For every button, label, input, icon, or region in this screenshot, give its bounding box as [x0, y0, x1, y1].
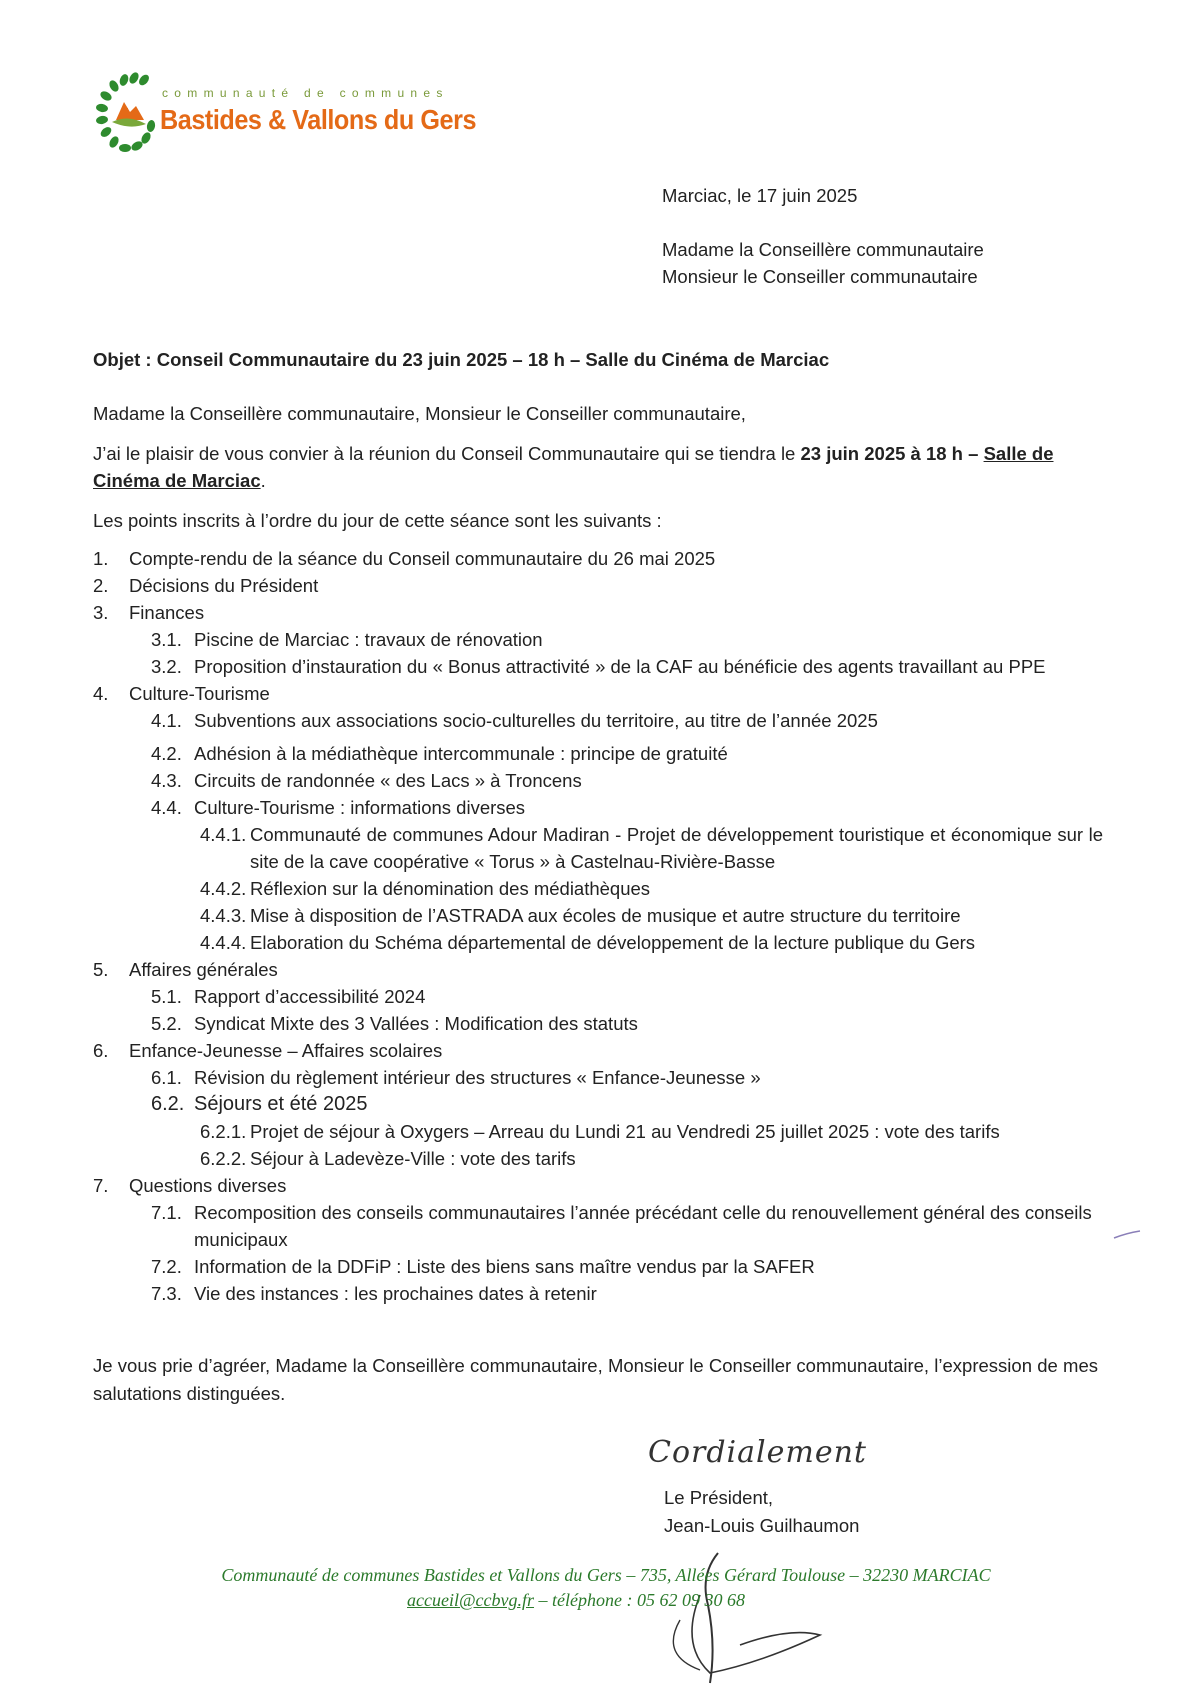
- agenda-number: 4.3.: [151, 770, 182, 791]
- agenda-text: Séjours et été 2025: [194, 1093, 368, 1115]
- agenda-text: Affaires générales: [129, 959, 278, 980]
- agenda-item: [93, 1010, 1103, 1037]
- agenda-item: [93, 572, 1103, 599]
- agenda-intro: Les points inscrits à l’ordre du jour de cette séance sont les suivants :: [93, 510, 662, 531]
- agenda-text: Recomposition des conseils communautaires l’année précédant celle du renouvellement général des conseils municipaux: [194, 1202, 1092, 1250]
- closing-paragraph: Je vous prie d’agréer, Madame la Conseillère communautaire, Monsieur le Conseiller communautaire, l’expression de mes salutations distinguées.: [93, 1355, 1098, 1404]
- agenda-item: [93, 875, 1103, 902]
- agenda-item: [93, 902, 1103, 929]
- page-footer: [0, 1563, 1192, 1613]
- agenda-number: 4.4.: [151, 797, 182, 818]
- agenda-item: [93, 1199, 1103, 1253]
- agenda-text: Culture-Tourisme : informations diverses: [194, 797, 526, 818]
- signatory-name: Jean-Louis Guilhaumon: [664, 1515, 860, 1536]
- recipient-line: Madame la Conseillère communautaire: [662, 239, 984, 260]
- footer-address: Communauté de communes Bastides et Vallons du Gers – 735, Allées Gérard Toulouse – 32230 MARCIAC: [221, 1565, 991, 1585]
- agenda-text: Compte-rendu de la séance du Conseil communautaire du 26 mai 2025: [129, 548, 716, 569]
- salutation: Madame la Conseillère communautaire, Monsieur le Conseiller communautaire,: [93, 403, 746, 424]
- subject-line: Objet : Conseil Communautaire du 23 juin 2025 – 18 h – Salle du Cinéma de Marciac: [93, 349, 830, 370]
- footer-phone-label: – téléphone :: [534, 1590, 637, 1610]
- recipient-line: Monsieur le Conseiller communautaire: [662, 266, 978, 287]
- agenda-text: Information de la DDFiP : Liste des biens sans maître vendus par la SAFER: [194, 1256, 815, 1277]
- agenda-number: 7.2.: [151, 1256, 182, 1277]
- agenda-text: Rapport d’accessibilité 2024: [194, 986, 426, 1007]
- agenda-text: Réflexion sur la dénomination des médiathèques: [250, 878, 651, 899]
- agenda-item: [93, 626, 1103, 653]
- agenda-text: Finances: [129, 602, 205, 623]
- invite-date: 23 juin 2025 à 18 h –: [800, 443, 984, 464]
- agenda-item: [93, 1091, 1103, 1118]
- agenda-number: 4.: [93, 683, 109, 704]
- agenda-text: Adhésion à la médiathèque intercommunale : principe de gratuité: [194, 743, 728, 764]
- invite-text: J’ai le plaisir de vous convier à la réunion du Conseil Communautaire qui se tiendra le: [93, 443, 801, 464]
- footer-contact: [0, 1588, 1192, 1613]
- signature-block: [640, 1435, 960, 1675]
- agenda-text: Mise à disposition de l’ASTRADA aux écoles de musique et autre structure du territoire: [250, 905, 961, 926]
- agenda-text: Proposition d’instauration du « Bonus attractivité » de la CAF au bénéficie des agents travaillant au PPE: [194, 656, 1046, 677]
- organization-logo: [94, 72, 514, 162]
- agenda-number: 7.3.: [151, 1283, 182, 1304]
- agenda-number: 4.4.4.: [200, 932, 247, 953]
- footer-phone: 05 62 09 30 68: [636, 1590, 745, 1610]
- agenda-item: [93, 929, 1103, 956]
- agenda-number: 6.: [93, 1040, 109, 1061]
- agenda-item: [93, 1064, 1103, 1091]
- agenda-item: [93, 983, 1103, 1010]
- agenda-number: 5.: [93, 959, 109, 980]
- agenda-number: 6.2.: [151, 1093, 185, 1115]
- agenda-number: 4.2.: [151, 743, 182, 764]
- agenda-number: 3.2.: [151, 656, 182, 677]
- agenda-item: [93, 821, 1103, 875]
- agenda-number: 6.2.2.: [200, 1148, 247, 1169]
- agenda-text: Décisions du Président: [129, 575, 319, 596]
- agenda-item: [93, 653, 1103, 680]
- agenda-text: Révision du règlement intérieur des structures « Enfance-Jeunesse »: [194, 1067, 761, 1088]
- agenda-item: [93, 680, 1103, 707]
- agenda-text: Séjour à Ladevèze-Ville : vote des tarifs: [250, 1148, 576, 1169]
- agenda-item: [93, 1037, 1103, 1064]
- agenda-item: [93, 1172, 1103, 1199]
- agenda-item: [93, 1145, 1103, 1172]
- agenda-item: [93, 740, 1103, 767]
- agenda-item: [93, 1118, 1103, 1145]
- agenda-number: 4.1.: [151, 710, 182, 731]
- agenda-number: 6.2.1.: [200, 1121, 247, 1142]
- signatory-role: Le Président,: [664, 1487, 774, 1508]
- agenda-number: 4.4.2.: [200, 878, 247, 899]
- agenda-text: Communauté de communes Adour Madiran - Projet de développement touristique et économique sur le site de la cave coopérative « Torus » à Castelnau-Rivière-Basse: [250, 824, 1103, 872]
- place-date: Marciac, le 17 juin 2025: [662, 185, 858, 206]
- agenda-text: Enfance-Jeunesse – Affaires scolaires: [129, 1040, 443, 1061]
- agenda-item: [93, 956, 1103, 983]
- pen-stroke-mark: [1112, 1230, 1142, 1240]
- agenda-number: 5.1.: [151, 986, 182, 1007]
- invite-end: .: [260, 470, 266, 491]
- agenda-number: 3.1.: [151, 629, 182, 650]
- agenda-number: 2.: [93, 575, 109, 596]
- agenda-text: Vie des instances : les prochaines dates à retenir: [194, 1283, 597, 1304]
- invitation-paragraph: [93, 440, 1098, 494]
- agenda-text: Questions diverses: [129, 1175, 287, 1196]
- agenda-item: [93, 599, 1103, 626]
- agenda-number: 1.: [93, 548, 109, 569]
- recipients-block: [662, 236, 984, 290]
- agenda-number: 5.2.: [151, 1013, 182, 1034]
- logo-subtitle: communauté de communes: [162, 86, 449, 100]
- agenda-number: 4.4.3.: [200, 905, 247, 926]
- agenda-text: Projet de séjour à Oxygers – Arreau du Lundi 21 au Vendredi 25 juillet 2025 : vote des tarifs: [250, 1121, 1000, 1142]
- footer-email-link[interactable]: accueil@ccbvg.fr: [407, 1590, 535, 1610]
- agenda-list: [93, 545, 1103, 1307]
- agenda-text: Circuits de randonnée « des Lacs » à Troncens: [194, 770, 582, 791]
- agenda-item: [93, 545, 1103, 572]
- agenda-item: [93, 767, 1103, 794]
- agenda-number: 7.: [93, 1175, 109, 1196]
- agenda-text: Culture-Tourisme: [129, 683, 270, 704]
- agenda-text: Syndicat Mixte des 3 Vallées : Modification des statuts: [194, 1013, 638, 1034]
- leaf-wreath-icon: [94, 72, 160, 158]
- agenda-text: Elaboration du Schéma départemental de développement de la lecture publique du Gers: [250, 932, 976, 953]
- agenda-item: [93, 707, 1103, 734]
- invite-venue: Salle de Cinéma de Marciac: [93, 443, 1054, 491]
- agenda-text: Piscine de Marciac : travaux de rénovation: [194, 629, 543, 650]
- agenda-number: 3.: [93, 602, 109, 623]
- agenda-number: 4.4.1.: [200, 824, 247, 845]
- agenda-item: [93, 1280, 1103, 1307]
- handwritten-greeting: Cordialement: [648, 1435, 867, 1470]
- agenda-number: 7.1.: [151, 1202, 182, 1223]
- agenda-item: [93, 1253, 1103, 1280]
- agenda-number: 6.1.: [151, 1067, 182, 1088]
- agenda-item: [93, 794, 1103, 821]
- agenda-text: Subventions aux associations socio-culturelles du territoire, au titre de l’année 2025: [194, 710, 878, 731]
- logo-title: Bastides & Vallons du Gers: [160, 104, 477, 135]
